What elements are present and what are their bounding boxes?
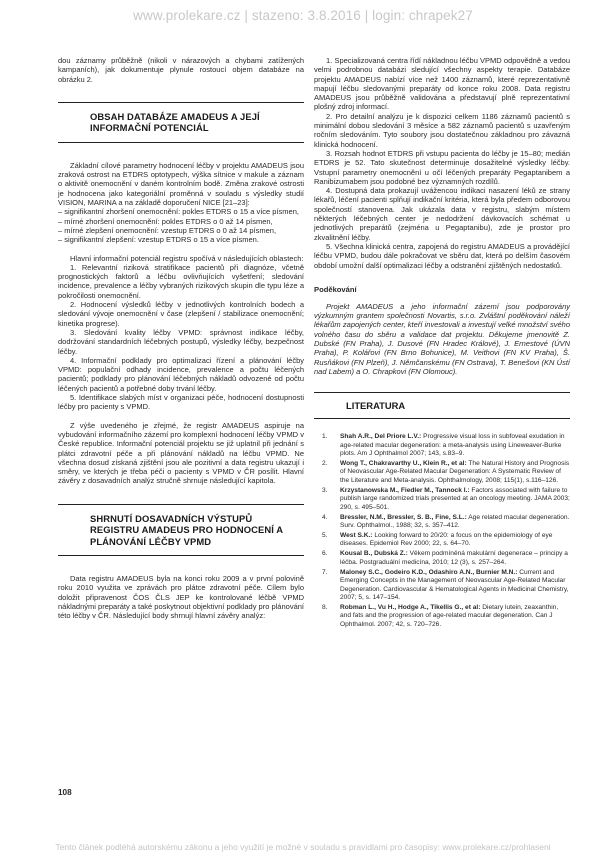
- list-item: 5. Identifikace slabých míst v organizaci péče, hodnocení dostupnosti léčby pro pacienty s VPMD.: [58, 393, 304, 412]
- page-number: 108: [58, 788, 72, 797]
- list-item: 2. Pro detailní analýzu je k dispozici celkem 1186 záznamů pacientů s minimální dobou sledování 3 měsíce a 582 záznamů pacientů s uzavřeným ročním sledováním. Tyto soubory jsou dostatečnou základnou pro závazná klinická hodnocení.: [314, 111, 570, 149]
- reference-list: [314, 433, 570, 629]
- paragraph: Hlavní informační potenciál registru spočívá v následujících oblastech:: [70, 253, 304, 263]
- watermark-footer: Tento článek podléhá autorskému zákonu a jeho využití je možné v souladu s pravidlami pro časopisy: www.prolekare.cz/prohlaseni: [55, 842, 551, 852]
- reference-item: 5. West S.K.: Looking forward to 20/20: a focus on the epidemiology of eye diseases. Epidemiol Rev 2000; 22, s. 64–70.: [322, 532, 553, 548]
- reference-item: 2. Wong T., Chakravarthy U., Klein R., et al: The Natural History and Prognosis of Neovascular Age-Related Macular Degeneration: A Systematic Review of the Literature and Meta-analysis. Ophthalmology, 2008; 115(1), s.116–126.: [322, 460, 570, 484]
- list-item: – mírné zlepšení onemocnění: vzestup ETDRS o 0 až 14 písmen,: [58, 225, 277, 235]
- references-heading: [314, 392, 570, 419]
- acknowledgement-title: Poděkování: [314, 284, 357, 294]
- list-item: 1. Relevantní riziková stratifikace pacientů při diagnóze, včetně prognostických faktorů a léčbu ovlivňujících vyšetření; sledování incidence, prevalence a léčby vybraných rizikových skupin dle typu léze a pokročilosti onemocnění.: [58, 262, 304, 300]
- section-title: OBSAH DATABÁZE AMADEUS A JEJÍ INFORMAČNÍ POTENCIÁL: [90, 110, 260, 134]
- list-item: 5. Všechna klinická centra, zapojená do registru AMADEUS a provádějící léčbu VPMD, budou dále pokračovat ve sběru dat, která po delším časovém období umožní další optimalizaci léčby a odstranění zjištěných nedostatků.: [314, 241, 570, 270]
- reference-item: 1. Shah A.R., Del Priore L.V.: Progressive visual loss in subfoveal exudation in age-related macular degeneration: a meta-analysis using Lineweaver-Burke plots. Am J Ophthalmol 2007; 143, s.83–9.: [322, 433, 565, 458]
- paragraph: Základní cílové parametry hodnocení léčby v projektu AMADEUS jsou zraková ostrost na ETDRS optotypech, výška sítnice v makule a záznam o aktivitě onemocnění v daném kontrolním bodě. Změna zrakové ostrosti je hodnocena jako kategoriální proměnná v souladu s výsledky studií VISION, MARINA a na základě doporučení NICE [21–23]:: [58, 160, 304, 208]
- list-item: 3. Sledování kvality léčby VPMD: správnost indikace léčby, dodržování standardních léčebných postupů, výsledky léčby, bezpečnost léčby.: [58, 327, 304, 356]
- reference-item: 8. Robman L., Vu H., Hodge A., Tikellis G., et al: Dietary lutein, zeaxanthin, and fats and the progression of age-related macular degeneration. Can J Ophthalmol. 2007; 42, s. 720–726.: [322, 604, 559, 628]
- list-item: 3. Rozsah hodnot ETDRS při vstupu pacienta do léčby je 15–80; medián ETDRS je 52. Tato skutečnost determinuje dosažitelné výsledky léčby. Vstupní parametry onemocnění u očí léčených preparáty Pegaptanibem a Ranibizumabem jsou podobné bez významných rozdílů.: [314, 148, 570, 186]
- watermark-header: www.prolekare.cz | stazeno: 3.8.2016 | login: chrapek27: [133, 8, 473, 23]
- right-column: [314, 56, 570, 631]
- reference-item: 4. Bressler, N.M., Bressler, S. B., Fine, S.L.: Age related macular degeneration. Surv. Ophthalmol., 1988; 32, s. 357–412.: [322, 513, 570, 530]
- section-heading-summary: [58, 504, 304, 557]
- section-heading-database: [58, 102, 304, 143]
- list-item: 2. Hodnocení výsledků léčby v jednotlivých kontrolních bodech a sledování vývoje onemocnění v čase (zlepšení / stabilizace onemocnění; kinetika progrese).: [58, 300, 304, 328]
- list-item: 4. Informační podklady pro optimalizaci řízení a plánování léčby VPMD: populační odhady incidence, prevalence a počtu léčených pacientů; podklady pro plánování léčebných nákladů odvozené od počtu léčených pacientů a potřebné doby trvání léčby.: [58, 355, 304, 393]
- list-item: 1. Specializovaná centra řídí nákladnou léčbu VPMD odpovědně a vedou velmi podrobnou databázi sledující všechny aspekty terapie. Databáze projektu AMADEUS nabízí více než 1400 záznamů, které reprezentativně mapují léčbu sledovanými preparáty od konce roku 2008. Data registru AMADEUS jsou průběžně validována a představují plně reprezentativní plošný zdroj informací.: [314, 56, 570, 112]
- reference-item: 3. Krzystanowska M., Fiedler M., Tannock I.: Factors associated with failure to publish large randomized trials presented at an oncology meeting. JAMA 2003; 290, s. 495–501.: [322, 486, 570, 511]
- reference-item: 7. Maloney S.C., Godeiro K.D., Odashiro A.N., Burnier M.N.: Current and Emerging Concepts in the Management of Neovascular Age-Related Macular Degeneration. Cardiovascular & Hematological Agents in Medicinal Chemistry, 2007; 5, s. 147–154.: [322, 568, 569, 602]
- paragraph: Data registru AMADEUS byla na konci roku 2009 a v první polovině roku 2010 využita ve zprávách pro plátce zdravotní péče. Cílem bylo doložit připravenost ČOS ČLS JEP ke kontrolované léčbě VPMD nákladnými preparáty a také poskytnout objektivní podklady pro plánování této léčby v ČR. Následující body shrnují hlavní závěry analýz:: [58, 574, 304, 621]
- reference-item: 6. Kousal B., Dubská Z.: Věkem podmíněná makulární degenerace – principy a léčba. Postgraduální medicína, 2010; 12 (3), s. 257–264.: [322, 550, 568, 566]
- list-item: – signifikantní zhoršení onemocnění: pokles ETDRS o 15 a více písmen,: [58, 207, 299, 217]
- intro-paragraph: dou záznamy průběžně (nikoli v nárazových a chybami zatížených kampaních), jak dokumentuje plynule rostoucí objem databáze na obrázku 2.: [58, 56, 304, 84]
- section-title: SHRNUTÍ DOSAVADNÍCH VÝSTUPŮ REGISTRU AMADEUS PRO HODNOCENÍ A PLÁNOVÁNÍ LÉČBY VPMD: [90, 512, 283, 547]
- references-title: LITERATURA: [346, 400, 406, 412]
- paragraph: Z výše uvedeného je zřejmé, že registr AMADEUS aspiruje na vybudování informačního zázemí pro komplexní hodnocení léčby VPMD v České republice. Informační potenciál projektu se již uplatnil při jednání s plátci zdravotní péče a při plánování nákladů na léčbu VPMD. Ne všechna dosud získaná zjištění jsou ale pozitivní a data registru ukazují i směry, ve kterých je třeba péči o pacienty s VPMD v ČR posílit. Hlavní závěry z dosavadních analýz stručně shrnuje následující kapitola.: [58, 420, 304, 486]
- left-column: [58, 56, 304, 621]
- acknowledgement-text: Projekt AMADEUS a jeho informační zázemí jsou podporovány výzkumným grantem společnosti Novartis, s.r.o. Zvláštní poděkování náleží lékařům zapojených center, kteří investovali a investují velké množství svého volného času do sběru a validace dat projektu. Děkujeme jmenovitě Z. Dubské (FN Praha), J. Dusové (FN Hradec Králové), J. Ernestové (ÚVN Praha), P. Kolářovi (FN Brno Bohunice), M. Veithovi (FN KV Praha), Š. Rusňákovi (FN Plzeň), J. Němčanskému (FN Ostrava), T. Benešovi (KN Ústí nad Labem) a O. Chrapkovi (FN Olomouc).: [314, 301, 570, 376]
- list-item: 4. Dostupná data prokazují uvážencou indikaci nasazení léků ze strany lékařů, léčení pacienti splňují indikační kritéria, která byla předem odborovou společností stanovena. Jak ukázala data v registru, slabým místem některých léčebných center je nedodržení dávkovacích schémat u jednotlivých preparátů (zejména u Pegaptanibu), zde je prostor pro zkvalitnění léčby.: [314, 186, 570, 242]
- list-item: – mírné zhoršení onemocnění: pokles ETDRS o 0 až 14 písmen,: [58, 216, 273, 226]
- list-item: – signifikantní zlepšení: vzestup ETDRS o 15 a více písmen.: [58, 235, 259, 245]
